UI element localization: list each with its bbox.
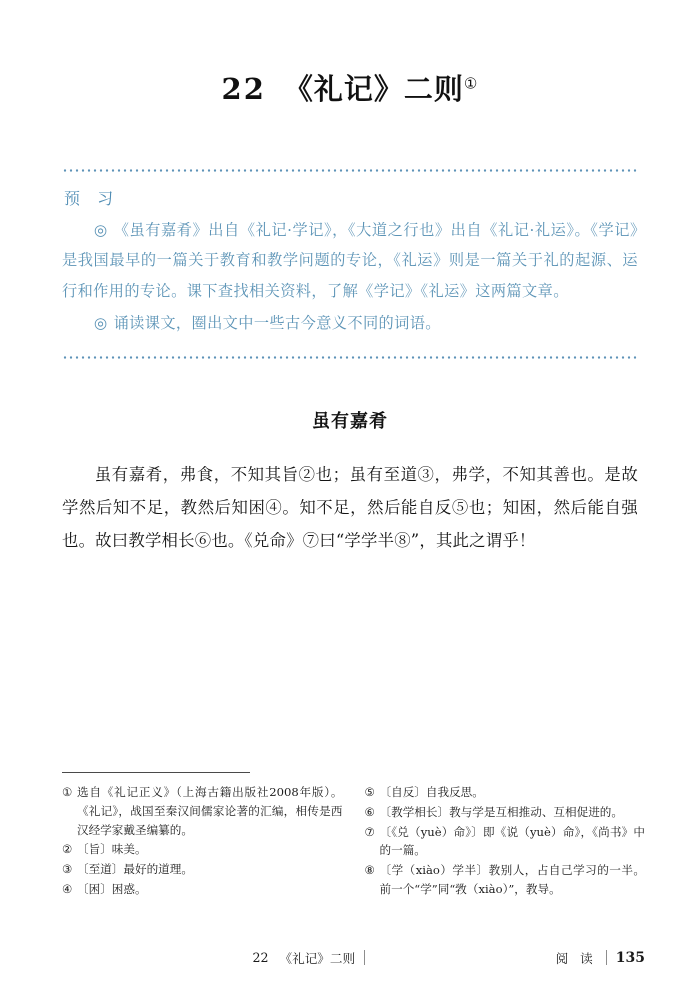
- footnotes-section: [62, 772, 645, 900]
- title-footnote-marker: ①: [463, 74, 479, 93]
- footnote-item: [62, 880, 343, 899]
- bullet-icon: ◎: [93, 220, 108, 239]
- preview-item-1: [62, 215, 638, 306]
- preview-item-2: [62, 308, 638, 338]
- footnote-item: [365, 823, 646, 861]
- page-footer: [62, 948, 645, 967]
- footnote-text: 〔学（xiào）学半〕教别人，占自己学习的一半。前一个“学”同“敩（xiào）”，教导。: [379, 863, 645, 896]
- footer-section-name: 阅 读: [555, 951, 597, 966]
- footer-lesson-label: [252, 948, 365, 967]
- footnote-item: [62, 840, 343, 859]
- footnote-item: [62, 860, 343, 879]
- footnote-marker: ⑦: [364, 824, 375, 839]
- page-title: [0, 0, 700, 107]
- footnote-separator: [62, 772, 250, 773]
- footnote-marker: ③: [62, 862, 73, 877]
- footnote-item: [365, 861, 646, 899]
- footnote-item: [62, 783, 343, 839]
- footnote-item: [365, 783, 646, 802]
- footnote-marker: ⑧: [364, 863, 375, 878]
- chapter-number: 22: [221, 72, 266, 106]
- footnote-marker: ②: [62, 842, 73, 857]
- preview-top-divider: [62, 169, 638, 172]
- footnote-text: 〔困〕困惑。: [77, 881, 147, 896]
- footnote-text: 〔旨〕味美。: [77, 842, 147, 857]
- footer-section-label: [556, 948, 645, 967]
- footnote-marker: ④: [62, 881, 73, 896]
- lesson-title: 虽有嘉肴: [312, 411, 388, 433]
- preview-heading: 预 习: [64, 188, 120, 208]
- footnote-text: 〔至道〕最好的道理。: [77, 862, 193, 877]
- footnote-marker: ⑤: [364, 785, 375, 799]
- footnote-item: [365, 803, 646, 822]
- footnote-marker: ①: [62, 785, 73, 799]
- footnote-text: 〔《兑（yuè）命》〕即《说（yuè）命》，《尚书》中的一篇。: [379, 824, 645, 858]
- lesson-body-text: 虽有嘉肴，弗食，不知其旨②也；虽有至道③，弗学，不知其善也。是故学然后知不足，教然后知困④。知不足，然后能自反⑤也；知困，然后能自强也。故曰教学相长⑥也。《兑命》⑦曰“学学半⑧”，其此之谓乎！: [62, 465, 638, 551]
- chapter-name: 《礼记》二则: [283, 72, 464, 106]
- lesson-section: [62, 359, 638, 557]
- footnote-marker: ⑥: [364, 804, 375, 819]
- preview-section: [62, 107, 638, 360]
- preview-item-2-text: 诵读课文，圈出文中一些古今意义不同的词语。: [113, 314, 441, 333]
- footnote-column-left: [62, 783, 343, 900]
- footer-page-number: 135: [615, 949, 645, 966]
- footnote-text: 〔教学相长〕教与学是互相推动、互相促进的。: [379, 804, 623, 819]
- footer-divider-icon: [364, 950, 365, 965]
- footer-lesson-name: 《礼记》二则: [279, 951, 356, 966]
- footnote-column-right: [365, 783, 646, 900]
- preview-item-1-text: 《虽有嘉肴》出自《礼记·学记》，《大道之行也》出自《礼记·礼运》。《学记》是我国最早的一篇关于教育和教学问题的专论，《礼运》则是一篇关于礼的起源、运行和作用的专论。课下查找相关资料，了解《学记》《礼运》这两篇文章。: [62, 220, 638, 300]
- footnote-text: 〔自反〕自我反思。: [379, 785, 484, 799]
- footer-divider-icon: [606, 950, 607, 965]
- footnote-text: 选自《礼记正义》（上海古籍出版社2008年版）。《礼记》，战国至秦汉间儒家论著的汇编，相传是西汉经学家戴圣编纂的。: [77, 785, 343, 837]
- footer-lesson-number: 22: [252, 950, 269, 965]
- bullet-icon: ◎: [93, 314, 108, 333]
